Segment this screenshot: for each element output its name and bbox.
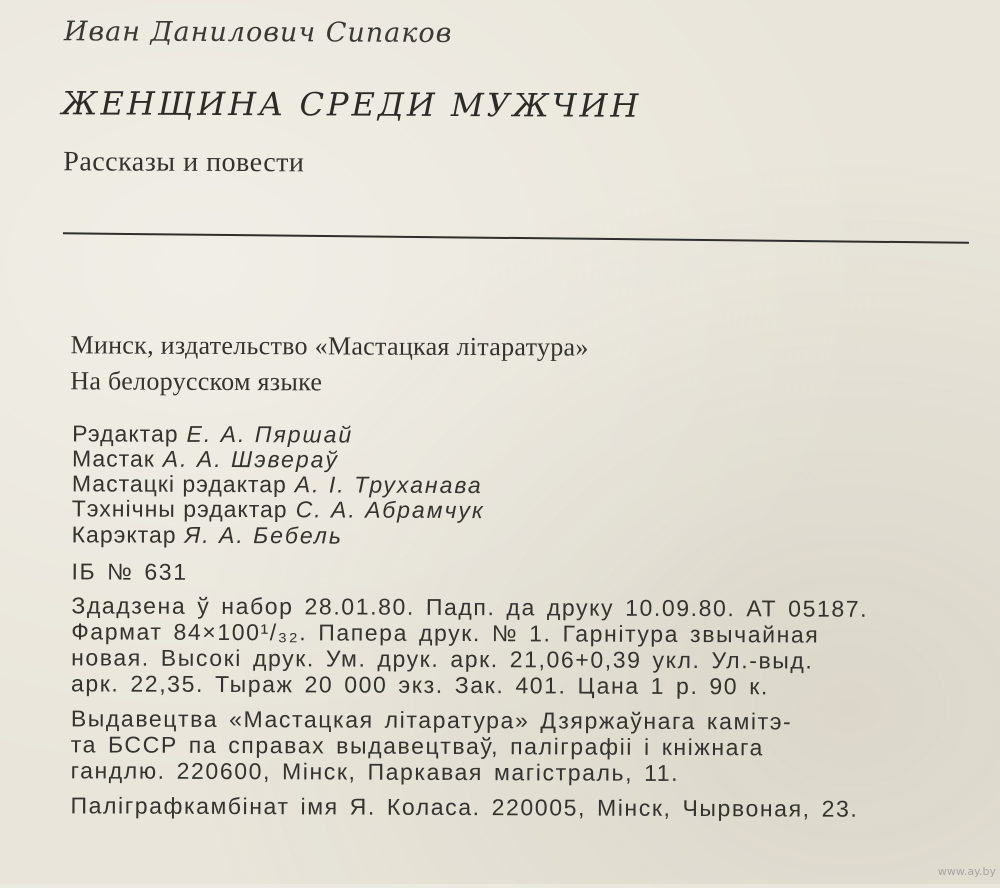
credit-role: Мастак xyxy=(71,445,155,472)
credit-person: Я. А. Бебель xyxy=(184,521,344,549)
credit-role: Карэктар xyxy=(71,521,177,548)
publisher-line: Минск, издательство «Мастацкая літаратура» xyxy=(70,330,589,362)
book-subtitle: Рассказы и повести xyxy=(63,146,305,179)
imprint-line: Фармат 84×100¹/₃₂. Папера друк. № 1. Гарнітура звычайная xyxy=(71,618,820,648)
credit-person: С. А. Абрамчук xyxy=(295,496,485,524)
credit-role: Рэдактар xyxy=(72,420,179,447)
credit-technical-editor xyxy=(72,495,485,524)
credit-proofreader xyxy=(72,521,343,549)
credit-person: Е. А. Пяршай xyxy=(186,420,354,448)
publisher-address-line: Выдавецтва «Мастацкая літаратура» Дзяржаўнага камітэ- xyxy=(70,705,793,735)
imprint-line: арк. 22,35. Тыраж 20 000 экз. Зак. 401. Цана 1 р. 90 к. xyxy=(70,670,769,700)
publisher-address-line: та БССР па справах выдавецтваў, паліграфіі і кніжнага xyxy=(70,731,765,761)
imprint-line: новая. Высокі друк. Ум. друк. арк. 21,06+0,39 укл. Ул.-выд. xyxy=(71,644,814,674)
book-title: ЖЕНЩИНА СРЕДИ МУЖЧИН xyxy=(61,84,642,125)
author-name: Иван Данилович Сипаков xyxy=(63,16,453,49)
language-line: На белорусском языке xyxy=(70,366,323,397)
imprint-line: Здадзена ў набор 28.01.80. Падп. да друку 10.09.80. АТ 05187. xyxy=(71,592,869,622)
credit-person: А. І. Труханава xyxy=(294,471,483,499)
credit-person: А. А. Шэвераў xyxy=(162,445,340,473)
horizontal-rule xyxy=(63,232,969,243)
printing-house-line: Паліграфкамбінат імя Я. Коласа. 220005, Мінск, Чырвоная, 23. xyxy=(70,792,859,822)
site-watermark: www.ay.by xyxy=(937,865,996,878)
ib-number: ІБ № 631 xyxy=(71,558,188,585)
publisher-address-line: гандлю. 220600, Мінск, Паркавая магістраль, 11. xyxy=(70,757,680,786)
credit-role: Тэхнічны рэдактар xyxy=(71,495,288,523)
credit-artist xyxy=(72,445,339,473)
credit-editor xyxy=(72,420,353,448)
credit-role: Мастацкі рэдактар xyxy=(71,470,287,498)
